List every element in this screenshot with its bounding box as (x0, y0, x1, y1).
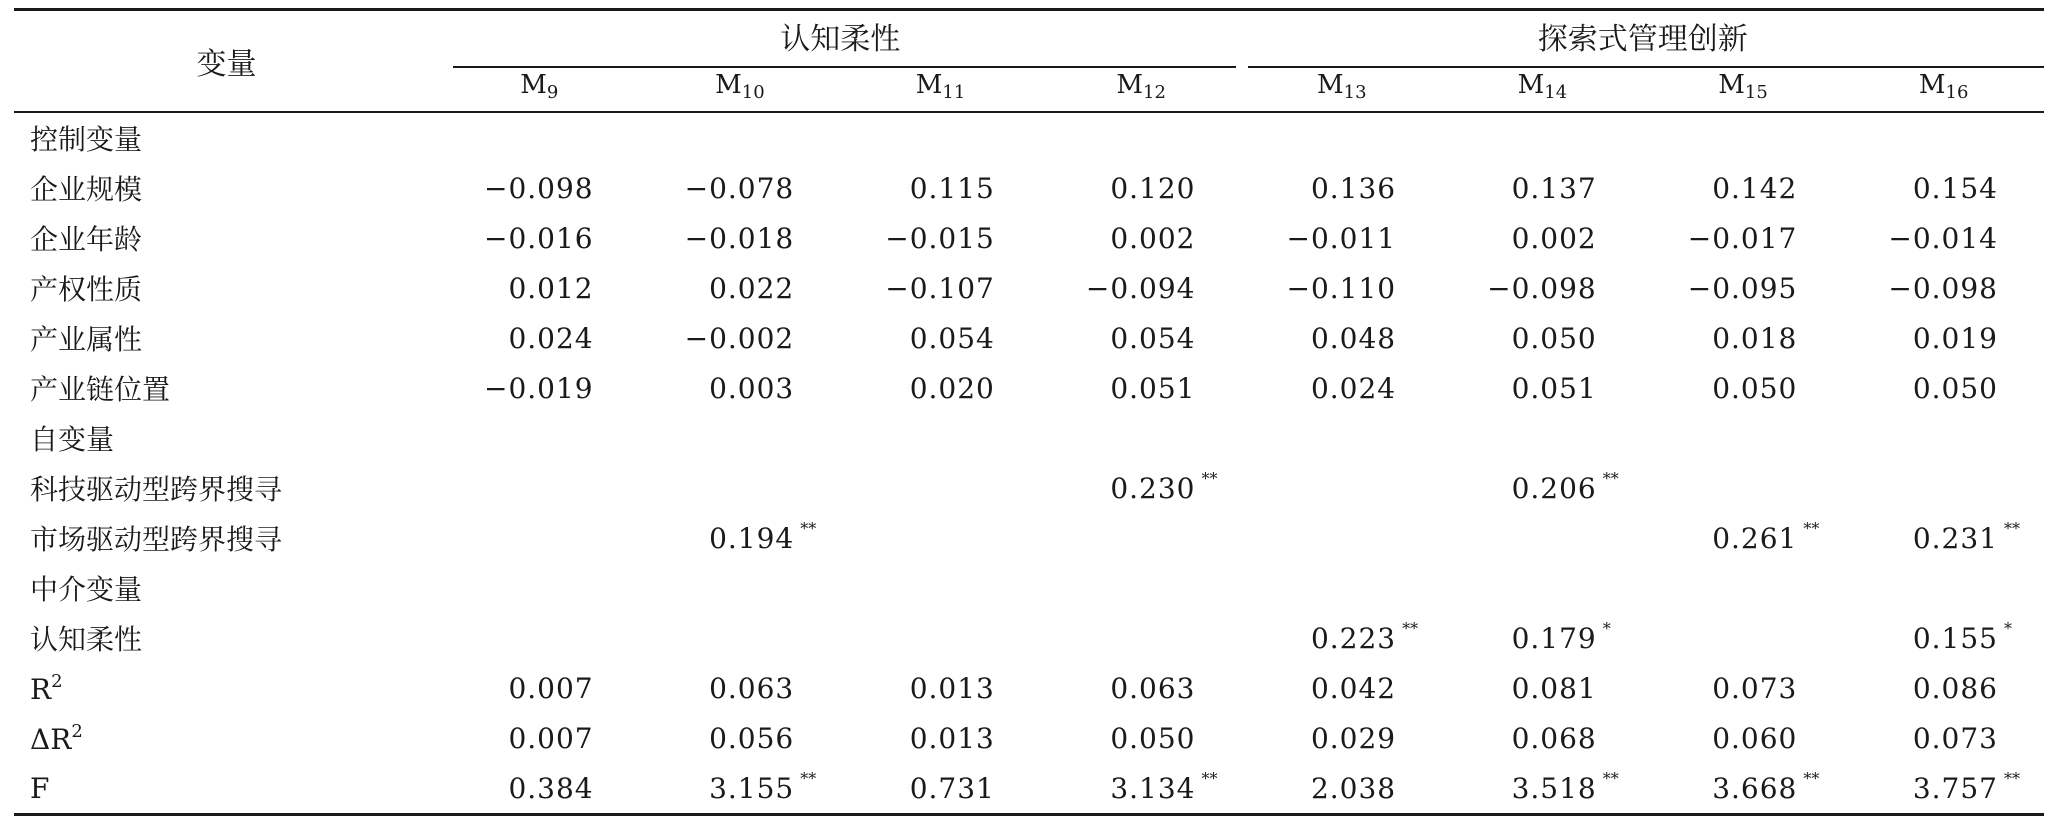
row-label-text: 企业年龄 (30, 223, 143, 256)
row-label (14, 663, 439, 713)
model-letter: M (1517, 69, 1545, 100)
cell-value: −0.019 (484, 371, 594, 405)
table-cell (1242, 413, 1443, 463)
table-cell (1041, 613, 1242, 663)
cell-value: 0.054 (1110, 321, 1196, 355)
row-label-text: 中介变量 (30, 573, 143, 606)
table-cell (1242, 313, 1443, 363)
variable-header: 变量 (14, 10, 439, 113)
table-cell (1442, 663, 1643, 713)
cell-value: −0.094 (1085, 271, 1196, 305)
table-cell (1242, 563, 1443, 613)
table-cell (439, 513, 640, 563)
model-number: 14 (1544, 81, 1568, 103)
table-cell (1643, 313, 1844, 363)
cell-value: −0.078 (684, 171, 795, 205)
cell-value: 0.068 (1511, 721, 1597, 755)
cell-value: 0.050 (1110, 721, 1196, 755)
cell-value: 0.142 (1712, 171, 1798, 205)
table-cell (1843, 463, 2044, 513)
cell-value: 3.668 (1712, 771, 1798, 805)
cell-value: 0.007 (508, 721, 594, 755)
table-cell (840, 363, 1041, 413)
row-label (14, 163, 439, 213)
row-label (14, 613, 439, 663)
model-header (1041, 61, 1242, 112)
table-cell (439, 112, 640, 163)
significance-marker: ** (800, 769, 817, 788)
table-cell (1041, 112, 1242, 163)
significance-marker: ** (1201, 469, 1218, 488)
cell-value: 3.518 (1511, 771, 1597, 805)
table-cell (840, 763, 1041, 815)
table-cell (840, 463, 1041, 513)
row-label-text: 认知柔性 (30, 623, 143, 656)
model-letter: M (1317, 69, 1344, 100)
cell-value: 0.073 (1712, 671, 1798, 705)
group-underline (1248, 66, 2045, 68)
table-row (14, 413, 2044, 463)
table-row (14, 263, 2044, 313)
table-cell (840, 563, 1041, 613)
row-label (14, 413, 439, 463)
row-label-text: 自变量 (30, 423, 115, 456)
table-cell (1041, 763, 1242, 815)
row-label-text: 市场驱动型跨界搜寻 (30, 523, 283, 556)
cell-value: 3.757 (1912, 771, 1998, 805)
row-label (14, 563, 439, 613)
table-cell (1643, 763, 1844, 815)
table-cell (840, 213, 1041, 263)
table-cell (1843, 163, 2044, 213)
table-row (14, 663, 2044, 713)
table-row (14, 713, 2044, 763)
cell-value: 0.384 (508, 771, 594, 805)
table-cell (840, 513, 1041, 563)
cell-value: 0.050 (1712, 371, 1798, 405)
table-cell (640, 263, 841, 313)
model-number: 10 (741, 81, 765, 103)
table-cell (1442, 313, 1643, 363)
row-label-text: F (30, 771, 50, 805)
row-label-text: 产权性质 (30, 273, 143, 306)
cell-value: 0.013 (909, 671, 995, 705)
significance-marker: * (2004, 619, 2012, 638)
table-cell (1843, 263, 2044, 313)
cell-value: 0.024 (1310, 371, 1397, 405)
table-cell (1843, 313, 2044, 363)
model-header (840, 61, 1041, 112)
table-cell (1643, 563, 1844, 613)
cell-value: 0.042 (1310, 671, 1397, 705)
table-row (14, 112, 2044, 163)
table-cell (1442, 263, 1643, 313)
cell-value: −0.107 (885, 271, 995, 305)
cell-value: 0.115 (909, 171, 995, 205)
table-cell (840, 263, 1041, 313)
cell-value: 0.194 (709, 521, 795, 555)
significance-marker: ** (1201, 769, 1218, 788)
table-cell (1643, 112, 1844, 163)
group-header-cognitive-flexibility (439, 10, 1242, 62)
significance-marker: ** (1803, 519, 1820, 538)
group-header-exploratory-innovation (1242, 10, 2045, 62)
table-cell (1843, 713, 2044, 763)
table-cell (1242, 513, 1443, 563)
cell-value: 0.136 (1310, 171, 1397, 205)
table-row (14, 213, 2044, 263)
table-cell (1041, 513, 1242, 563)
row-label (14, 112, 439, 163)
model-header (1242, 61, 1443, 112)
table-cell (1041, 163, 1242, 213)
cell-value: −0.098 (1888, 271, 1998, 305)
group-label: 探索式管理创新 (1537, 22, 1748, 57)
row-label-text: 企业规模 (30, 173, 143, 206)
table-cell (1442, 613, 1643, 663)
table-cell (439, 563, 640, 613)
cell-value: 0.054 (909, 321, 995, 355)
significance-marker: ** (800, 519, 817, 538)
table-cell (1643, 713, 1844, 763)
row-label-text: ΔR (30, 722, 72, 756)
table-cell (1041, 563, 1242, 613)
cell-value: 0.206 (1511, 471, 1597, 505)
table-cell (840, 112, 1041, 163)
cell-value: 0.022 (709, 271, 795, 305)
table-cell (1442, 163, 1643, 213)
table-cell (1041, 313, 1242, 363)
group-label: 认知柔性 (780, 22, 901, 57)
table-cell (1442, 463, 1643, 513)
row-label-superscript: 2 (51, 670, 63, 692)
table-cell (640, 213, 841, 263)
cell-value: 0.018 (1712, 321, 1798, 355)
table-cell (1242, 713, 1443, 763)
table-cell (640, 563, 841, 613)
table-cell (1643, 363, 1844, 413)
table-cell (439, 463, 640, 513)
cell-value: 0.231 (1912, 521, 1998, 555)
table-cell (1242, 763, 1443, 815)
significance-marker: ** (1602, 769, 1619, 788)
table-cell (1442, 413, 1643, 463)
table-cell (1843, 763, 2044, 815)
cell-value: 0.223 (1310, 621, 1397, 655)
table-row (14, 313, 2044, 363)
cell-value: −0.011 (1286, 221, 1397, 255)
table-cell (1442, 713, 1643, 763)
table-cell (640, 513, 841, 563)
table-cell (1442, 363, 1643, 413)
cell-value: −0.016 (484, 221, 594, 255)
cell-value: −0.098 (1487, 271, 1597, 305)
row-label-superscript: 2 (71, 720, 83, 742)
row-label (14, 513, 439, 563)
table-cell (1843, 513, 2044, 563)
table-cell (1442, 513, 1643, 563)
table-cell (640, 713, 841, 763)
table-cell (1242, 263, 1443, 313)
table-cell (840, 613, 1041, 663)
cell-value: 3.134 (1110, 771, 1196, 805)
cell-value: 0.013 (909, 721, 995, 755)
cell-value: 0.003 (709, 371, 795, 405)
cell-value: 0.063 (709, 671, 795, 705)
cell-value: 0.002 (1110, 221, 1196, 255)
table-cell (1643, 663, 1844, 713)
table-cell (1242, 613, 1443, 663)
table-cell (840, 313, 1041, 363)
significance-marker: ** (1803, 769, 1820, 788)
table-cell (439, 163, 640, 213)
table-cell (640, 613, 841, 663)
table-cell (1442, 563, 1643, 613)
cell-value: 0.020 (909, 371, 995, 405)
model-header (640, 61, 841, 112)
row-label (14, 363, 439, 413)
cell-value: 0.050 (1912, 371, 1998, 405)
table-cell (640, 663, 841, 713)
row-label (14, 263, 439, 313)
row-label (14, 713, 439, 763)
model-number: 16 (1945, 81, 1969, 103)
cell-value: 0.120 (1110, 171, 1196, 205)
row-label (14, 213, 439, 263)
table-cell (1643, 613, 1844, 663)
significance-marker: ** (2004, 519, 2020, 538)
table-cell (640, 413, 841, 463)
table-cell (1242, 163, 1443, 213)
table-cell (640, 112, 841, 163)
cell-value: 0.137 (1511, 171, 1597, 205)
significance-marker: ** (1602, 469, 1619, 488)
cell-value: 0.086 (1912, 671, 1998, 705)
cell-value: 0.230 (1110, 471, 1196, 505)
table-cell (1242, 663, 1443, 713)
cell-value: 0.050 (1511, 321, 1597, 355)
regression-table (14, 8, 2044, 816)
model-number: 9 (546, 81, 559, 103)
cell-value: 0.056 (709, 721, 795, 755)
table-cell (439, 263, 640, 313)
row-label (14, 313, 439, 363)
table-cell (1843, 112, 2044, 163)
table-cell (439, 613, 640, 663)
cell-value: 0.081 (1511, 671, 1597, 705)
cell-value: 0.051 (1110, 371, 1196, 405)
table-row (14, 563, 2044, 613)
row-label (14, 463, 439, 513)
table-cell (1643, 163, 1844, 213)
model-number: 12 (1143, 81, 1166, 103)
cell-value: −0.002 (684, 321, 795, 355)
table-cell (1843, 613, 2044, 663)
cell-value: 0.007 (508, 671, 594, 705)
cell-value: −0.098 (484, 171, 594, 205)
table-cell (840, 163, 1041, 213)
cell-value: 2.038 (1310, 771, 1397, 805)
table-cell (1442, 763, 1643, 815)
table-cell (1843, 663, 2044, 713)
cell-value: −0.017 (1687, 221, 1798, 255)
cell-value: −0.014 (1888, 221, 1998, 255)
model-number: 11 (942, 81, 966, 103)
table-cell (640, 363, 841, 413)
group-underline (453, 66, 1236, 68)
cell-value: −0.018 (684, 221, 795, 255)
model-header (439, 61, 640, 112)
table-cell (1843, 563, 2044, 613)
cell-value: 0.012 (508, 271, 594, 305)
table-cell (439, 213, 640, 263)
table-cell (1041, 363, 1242, 413)
cell-value: 0.073 (1912, 721, 1998, 755)
significance-marker: * (1602, 619, 1611, 638)
table-cell (640, 763, 841, 815)
table-cell (1643, 413, 1844, 463)
model-letter: M (1116, 69, 1144, 100)
significance-marker: ** (1402, 619, 1419, 638)
cell-value: −0.110 (1286, 271, 1397, 305)
table-cell (1041, 413, 1242, 463)
table-cell (1643, 513, 1844, 563)
table-cell (1041, 663, 1242, 713)
significance-marker: ** (2004, 769, 2020, 788)
table-cell (640, 313, 841, 363)
table-cell (439, 763, 640, 815)
row-label-text: 科技驱动型跨界搜寻 (30, 473, 283, 506)
cell-value: 0.002 (1511, 221, 1597, 255)
table-cell (1242, 112, 1443, 163)
row-label-text: 控制变量 (30, 123, 143, 156)
cell-value: −0.015 (885, 221, 995, 255)
table-cell (1041, 463, 1242, 513)
table-row (14, 613, 2044, 663)
table-cell (840, 713, 1041, 763)
model-header (1442, 61, 1643, 112)
table-cell (1643, 263, 1844, 313)
table-row (14, 763, 2044, 815)
table-cell (1643, 213, 1844, 263)
cell-value: 0.731 (909, 771, 995, 805)
cell-value: −0.095 (1687, 271, 1798, 305)
table-cell (439, 663, 640, 713)
table-cell (1242, 363, 1443, 413)
cell-value: 0.060 (1712, 721, 1798, 755)
cell-value: 0.179 (1511, 621, 1597, 655)
row-label-text: R (30, 672, 52, 706)
row-label-text: 产业属性 (30, 323, 143, 356)
table-cell (439, 413, 640, 463)
cell-value: 0.029 (1310, 721, 1397, 755)
model-letter: M (715, 69, 742, 100)
table-cell (1242, 463, 1443, 513)
table-cell (640, 163, 841, 213)
model-letter: M (1718, 69, 1745, 100)
model-header (1843, 61, 2044, 112)
row-label (14, 763, 439, 815)
table-cell (1843, 213, 2044, 263)
model-number: 15 (1744, 81, 1768, 103)
table-cell (840, 413, 1041, 463)
table-cell (1643, 463, 1844, 513)
table-cell (1041, 213, 1242, 263)
table-cell (1442, 213, 1643, 263)
cell-value: 0.154 (1912, 171, 1998, 205)
table-cell (1242, 213, 1443, 263)
cell-value: 0.048 (1310, 321, 1397, 355)
cell-value: 0.261 (1712, 521, 1798, 555)
model-header (1643, 61, 1844, 112)
table-cell (439, 713, 640, 763)
table-cell (1843, 413, 2044, 463)
table-cell (1843, 363, 2044, 413)
table-cell (1041, 713, 1242, 763)
cell-value: 0.019 (1912, 321, 1998, 355)
table-row (14, 513, 2044, 563)
table-cell (1041, 263, 1242, 313)
model-letter: M (1918, 69, 1946, 100)
cell-value: 0.063 (1110, 671, 1196, 705)
model-number: 13 (1343, 81, 1367, 103)
model-letter: M (520, 69, 547, 100)
table-cell (439, 363, 640, 413)
table-row (14, 363, 2044, 413)
cell-value: 0.024 (508, 321, 594, 355)
row-label-text: 产业链位置 (30, 373, 171, 406)
table-cell (1442, 112, 1643, 163)
cell-value: 0.051 (1511, 371, 1597, 405)
table-cell (640, 463, 841, 513)
model-letter: M (915, 69, 943, 100)
table-cell (439, 313, 640, 363)
table-cell (840, 663, 1041, 713)
cell-value: 3.155 (709, 771, 795, 805)
table-row (14, 163, 2044, 213)
table-row (14, 463, 2044, 513)
cell-value: 0.155 (1912, 621, 1998, 655)
